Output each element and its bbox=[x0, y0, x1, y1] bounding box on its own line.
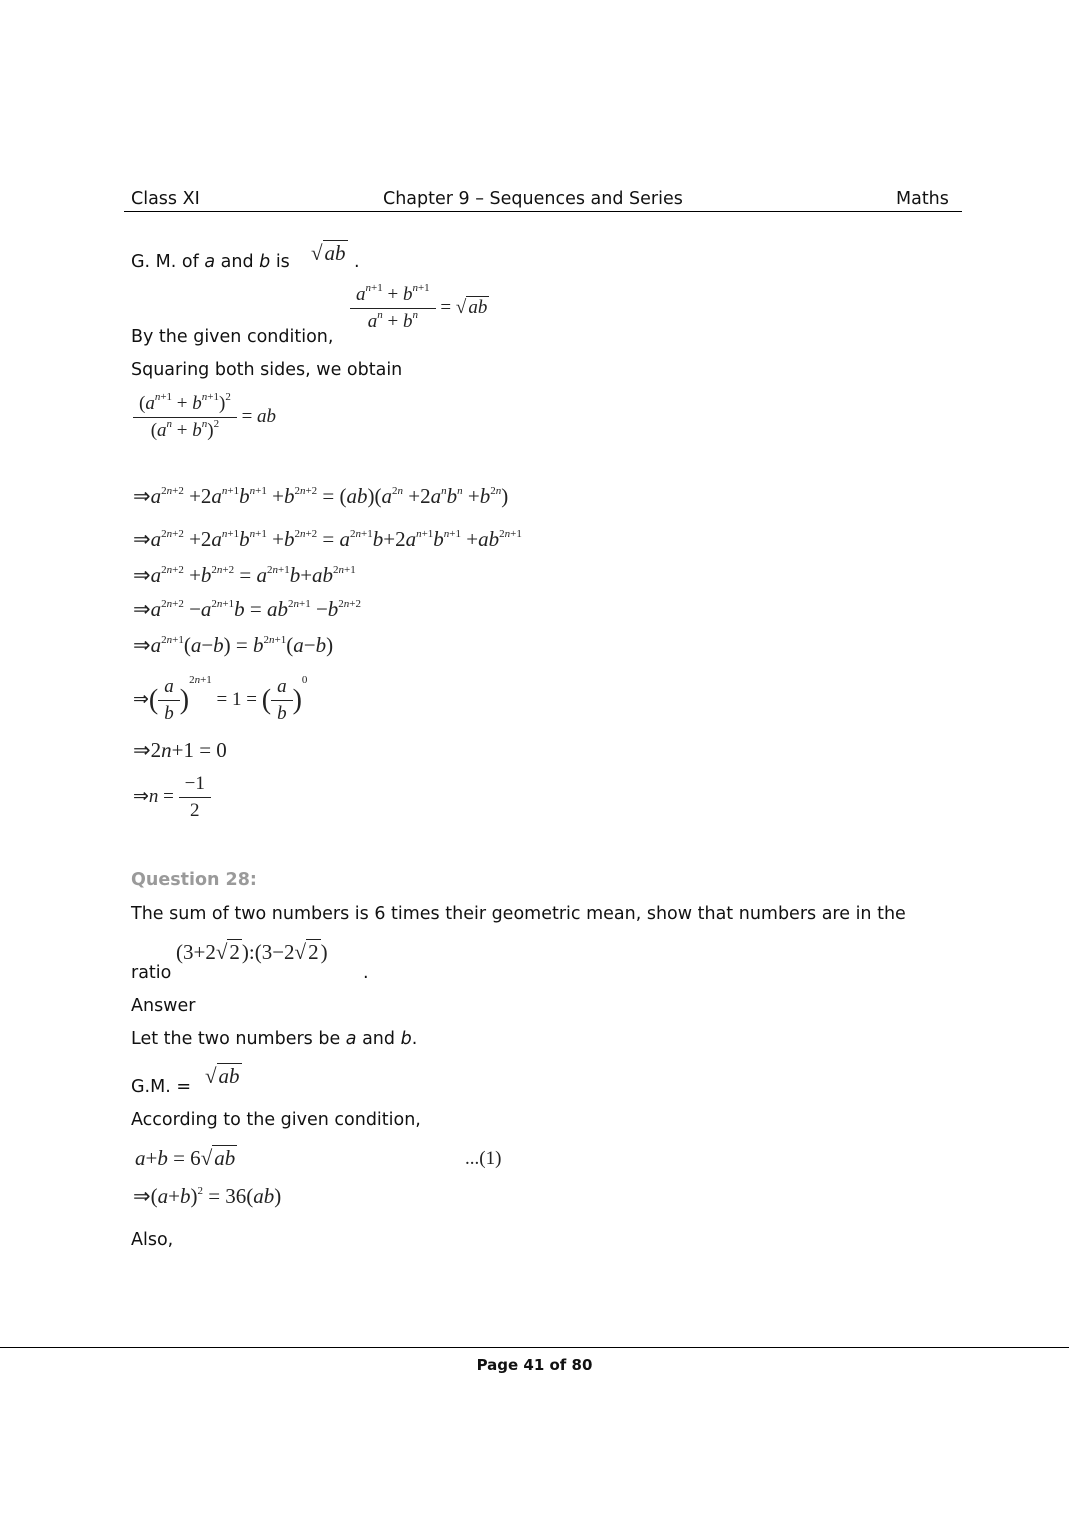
gm-equals-sqrt: √ab bbox=[205, 1064, 240, 1088]
according-text: According to the given condition, bbox=[131, 1110, 421, 1130]
gm-period: . bbox=[354, 252, 360, 272]
gm-is: is bbox=[270, 252, 290, 272]
also-text: Also, bbox=[131, 1230, 174, 1250]
let-prefix: Let the two numbers be bbox=[131, 1029, 346, 1049]
squaring-text: Squaring both sides, we obtain bbox=[131, 360, 403, 380]
question-ratio-label: ratio bbox=[131, 963, 172, 983]
let-var-b: b bbox=[400, 1029, 412, 1049]
answer-label: Answer bbox=[131, 996, 196, 1016]
gm-var-b: b bbox=[259, 252, 271, 272]
gm-sqrt-ab: √ab bbox=[311, 241, 346, 265]
gm-prefix: G. M. of bbox=[131, 252, 205, 272]
step-4: $\Rightarrow a^{2n+2} -a^{2n+1}b = ab^{2n+1} -b^{2n+2}$ bbox=[133, 597, 362, 621]
header-class: Class XI bbox=[131, 189, 200, 209]
header-subject: Maths bbox=[896, 189, 949, 209]
equation-1: a+b = 6√ab bbox=[135, 1146, 236, 1170]
step-2: $\Rightarrow a^{2n+2} +2a^{n+1}b^{n+1} +b^{2n+2} = a^{2n+1}b+2a^{n+1}b^{n+1} +ab^{2n+1}$ bbox=[133, 527, 522, 551]
let-period: . bbox=[411, 1029, 418, 1049]
gm-var-a: a bbox=[204, 252, 216, 272]
step-3: $\Rightarrow a^{2n+2} +b^{2n+2} = a^{2n+1}b+ab^{2n+1}$ bbox=[133, 563, 356, 587]
footer-rule bbox=[0, 1347, 1069, 1348]
equation-1-label: ...(1) bbox=[465, 1148, 502, 1169]
step-7: ⇒2n+1 = 0 bbox=[133, 738, 227, 762]
gm-statement bbox=[131, 252, 290, 272]
equation-2: $\Rightarrow(a+b)^2 = 36(ab)$ bbox=[133, 1184, 282, 1208]
question-title: Question 28: bbox=[131, 870, 257, 890]
step-6: ⇒( $\frac{a}{b}$ )$^{2n+1}$ = 1 = ( $\frac{a}{b}$ )$^0$ bbox=[133, 673, 308, 724]
let-var-a: a bbox=[345, 1029, 357, 1049]
ratio-expression: (3+2√2):(3−2√2) bbox=[176, 940, 328, 964]
page-number: Page 41 of 80 bbox=[476, 1356, 593, 1374]
given-condition-text: By the given condition, bbox=[131, 327, 334, 347]
step-1: $\Rightarrow a^{2n+2} +2a^{n+1}b^{n+1} +b^{2n+2} = (ab)(a^{2n} +2a^nb^n +b^{2n})$ bbox=[133, 484, 509, 508]
gm-sqrt-radicand: ab bbox=[324, 241, 346, 265]
step-8: ⇒n = $\frac{-1}{2}$ bbox=[133, 773, 211, 822]
gm-equals-label: G.M. = bbox=[131, 1077, 192, 1097]
squared-equation: $\frac{(a^{n+1} + b^{n+1})^2}{(a^n + b^n)^2}$ = ab bbox=[133, 393, 276, 442]
gm-and: and bbox=[215, 252, 260, 272]
question-text: The sum of two numbers is 6 times their geometric mean, show that numbers are in the bbox=[131, 904, 906, 924]
question-period: . bbox=[363, 963, 369, 983]
step-5: $\Rightarrow a^{2n+1}(a-b) = b^{2n+1}(a-b)$ bbox=[133, 633, 334, 657]
header-chapter: Chapter 9 – Sequences and Series bbox=[383, 189, 683, 209]
header-rule bbox=[124, 211, 962, 212]
condition-equation: $\frac{a^{n+1} + b^{n+1}}{a^n + b^n}$ = √ ab bbox=[350, 284, 489, 333]
let-and: and bbox=[356, 1029, 401, 1049]
let-statement bbox=[131, 1029, 417, 1049]
